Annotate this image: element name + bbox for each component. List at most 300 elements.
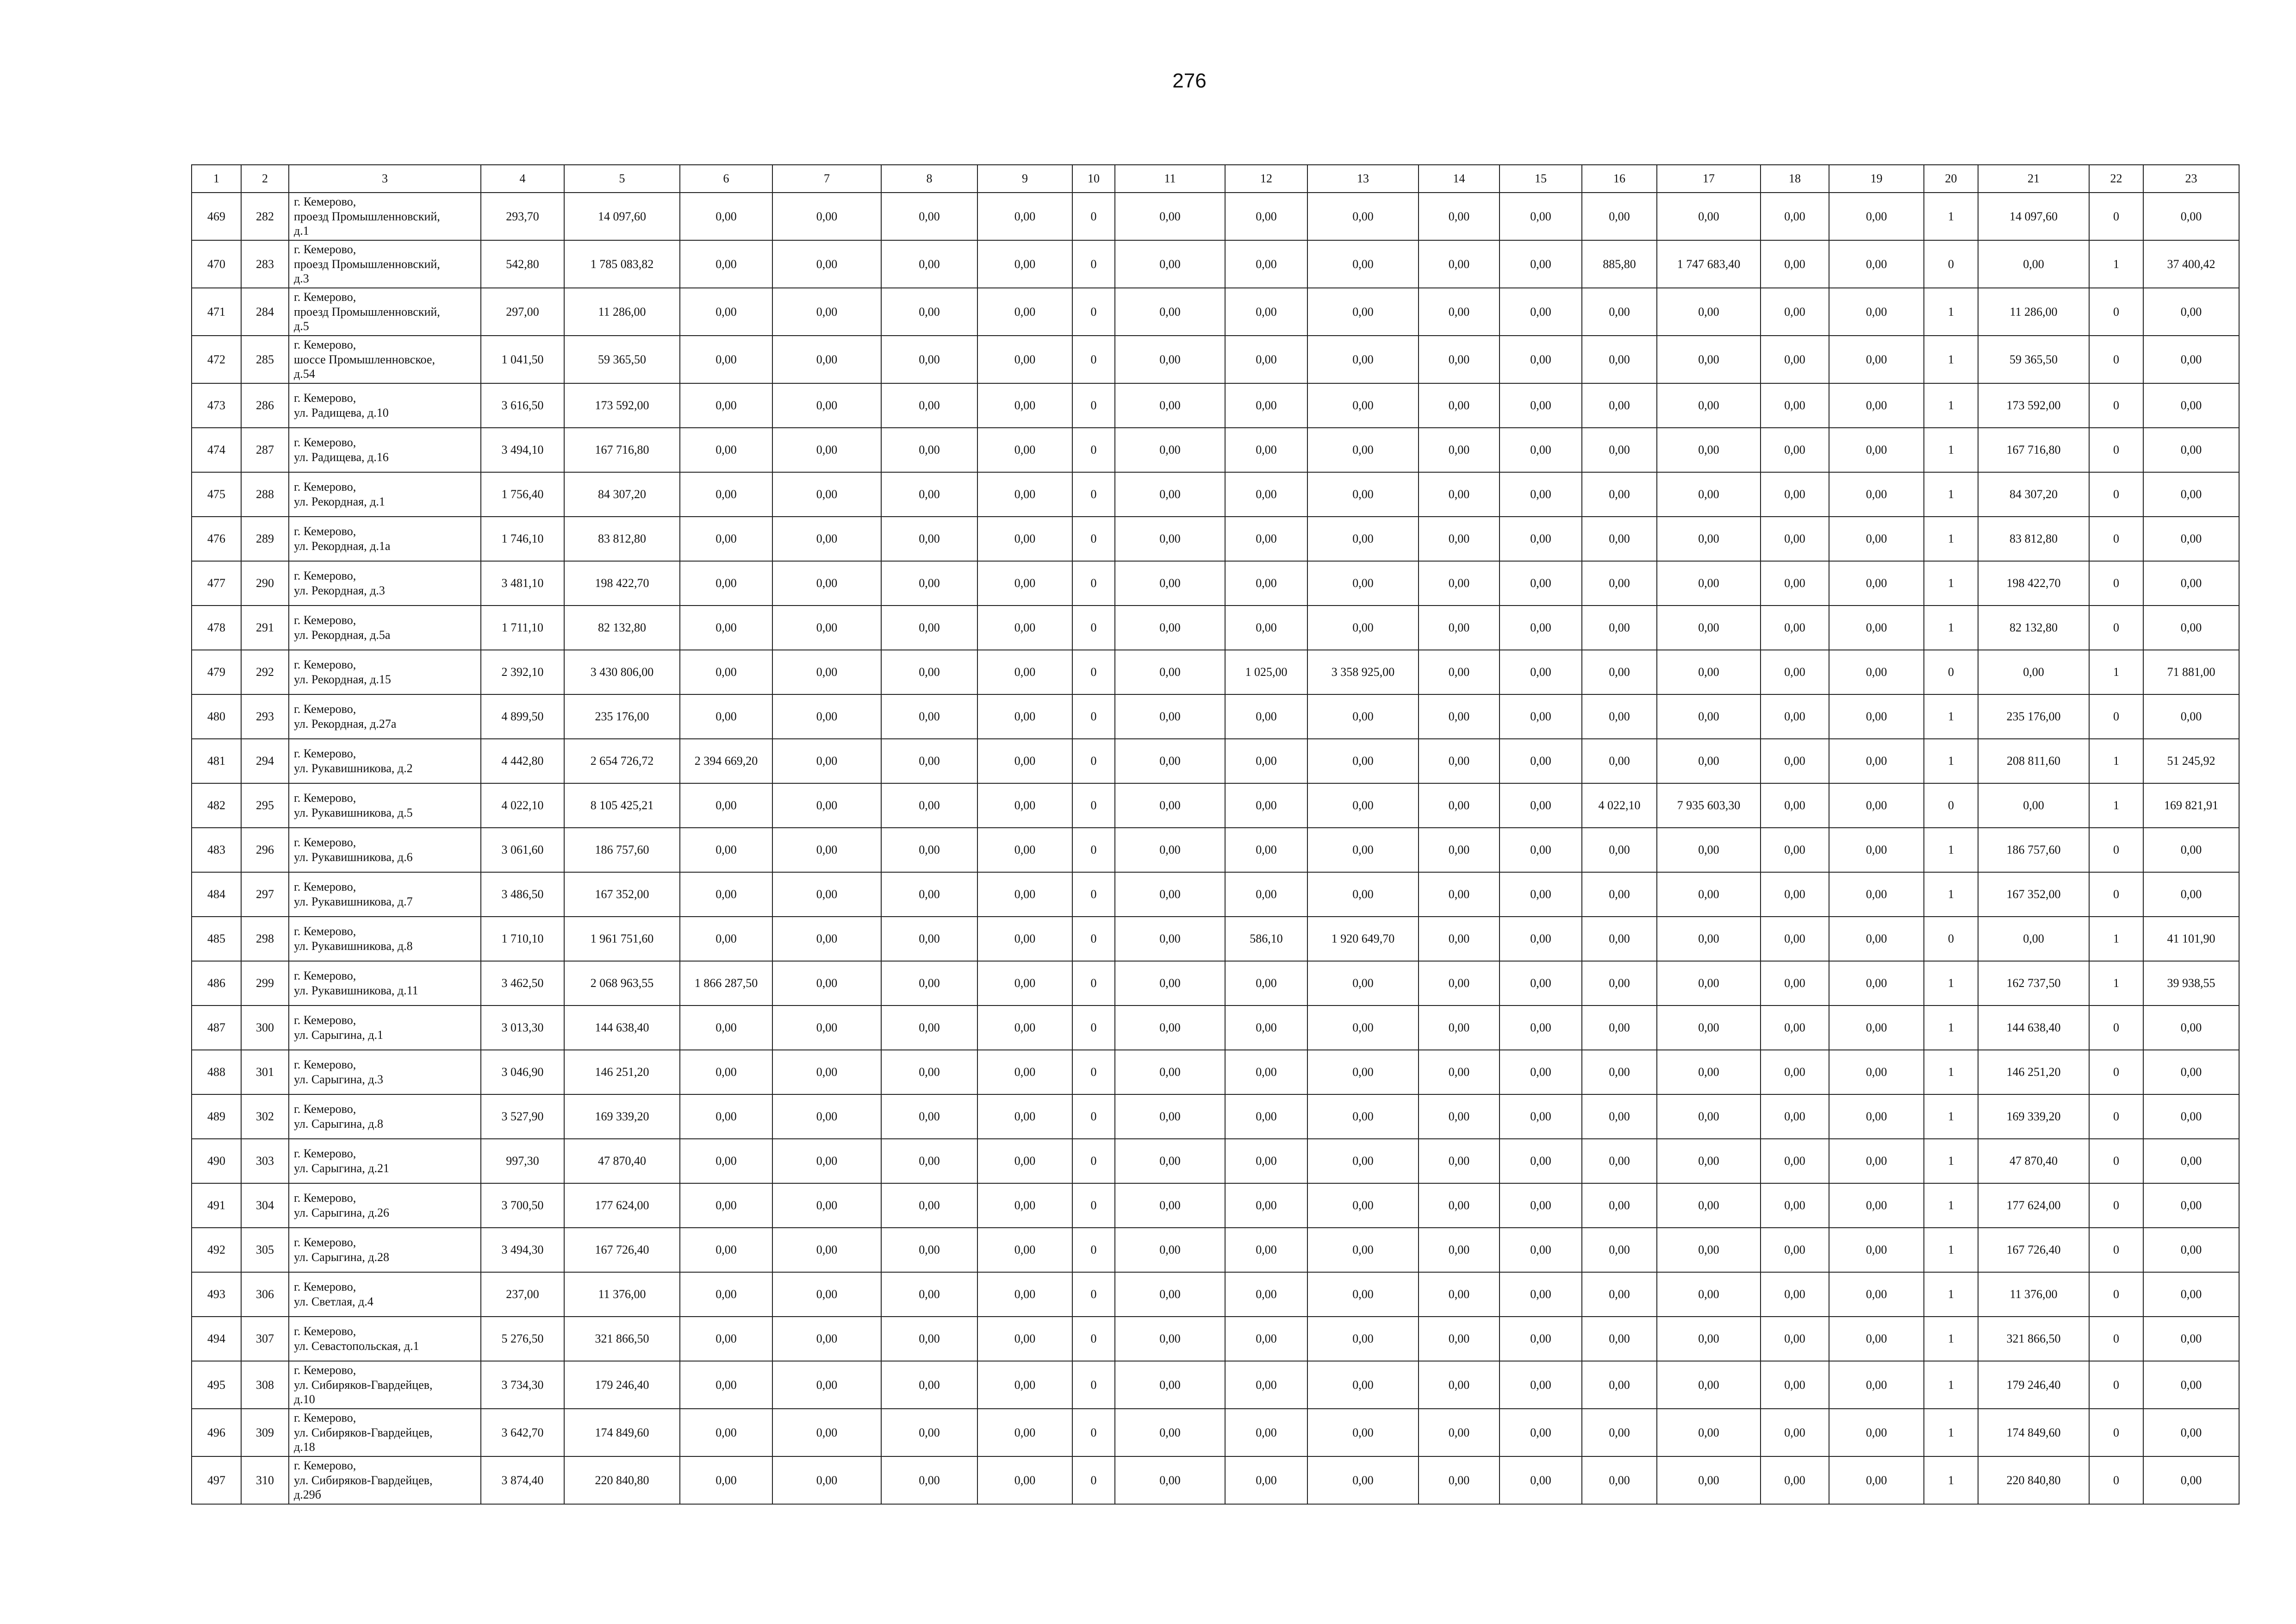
table-cell: 0,00 — [772, 650, 881, 694]
table-cell: 0,00 — [1500, 1361, 1582, 1409]
address-line: ул. Рекордная, д.3 — [294, 584, 385, 597]
table-cell: 0,00 — [1307, 872, 1419, 917]
table-cell: 0,00 — [881, 917, 977, 961]
table-cell: 0,00 — [1829, 917, 1924, 961]
table-cell: 0,00 — [1225, 1272, 1307, 1317]
table-cell: 0,00 — [1500, 193, 1582, 240]
table-cell: 0,00 — [881, 336, 977, 383]
table-cell: 0,00 — [1225, 240, 1307, 288]
table-cell: 494 — [192, 1317, 241, 1361]
table-cell: 0,00 — [1761, 472, 1829, 517]
table-cell: 0 — [2089, 828, 2143, 872]
table-cell: 0,00 — [2143, 694, 2239, 739]
table-cell: 478 — [192, 606, 241, 650]
table-cell: 0,00 — [977, 872, 1072, 917]
table-cell: 0,00 — [1829, 336, 1924, 383]
table-cell: 0,00 — [977, 383, 1072, 428]
address-cell — [289, 917, 481, 961]
table-cell: 0,00 — [1225, 383, 1307, 428]
table-cell: 0,00 — [1582, 428, 1657, 472]
table-cell: 1 711,10 — [481, 606, 564, 650]
table-cell: 0,00 — [1657, 1183, 1761, 1228]
table-cell: 0,00 — [977, 694, 1072, 739]
table-cell: 8 105 425,21 — [564, 783, 680, 828]
table-row — [192, 1094, 2239, 1139]
table-cell: 0,00 — [772, 694, 881, 739]
table-cell: 146 251,20 — [1978, 1050, 2089, 1094]
table-cell: 0 — [1072, 694, 1115, 739]
table-cell: 0,00 — [1761, 828, 1829, 872]
address-line: ул. Сарыгина, д.28 — [294, 1250, 389, 1264]
table-row — [192, 193, 2239, 240]
table-cell: 0 — [1924, 240, 1978, 288]
table-cell: 0,00 — [1978, 917, 2089, 961]
table-cell: 0,00 — [1225, 1094, 1307, 1139]
table-cell: 0,00 — [1115, 1006, 1225, 1050]
table-cell: 0,00 — [1307, 1183, 1419, 1228]
table-row — [192, 428, 2239, 472]
table-cell: 3 700,50 — [481, 1183, 564, 1228]
table-cell: 0,00 — [680, 1183, 772, 1228]
table-cell: 0,00 — [1419, 783, 1500, 828]
table-cell: 0,00 — [1115, 288, 1225, 336]
table-cell: 282 — [241, 193, 289, 240]
address-line: г. Кемерово, — [294, 1191, 356, 1205]
table-cell: 0,00 — [1829, 1094, 1924, 1139]
table-cell: 0,00 — [1582, 1139, 1657, 1183]
address-line: г. Кемерово, — [294, 242, 356, 256]
table-cell: 41 101,90 — [2143, 917, 2239, 961]
table-cell: 0,00 — [1419, 472, 1500, 517]
column-header: 20 — [1924, 165, 1978, 193]
table-cell: 0,00 — [1582, 336, 1657, 383]
address-cell — [289, 1094, 481, 1139]
address-cell — [289, 193, 481, 240]
table-cell: 491 — [192, 1183, 241, 1228]
table-cell: 5 276,50 — [481, 1317, 564, 1361]
column-header: 10 — [1072, 165, 1115, 193]
table-cell: 481 — [192, 739, 241, 783]
table-cell: 0 — [2089, 694, 2143, 739]
address-cell — [289, 650, 481, 694]
table-cell: 0 — [1072, 872, 1115, 917]
table-cell: 0,00 — [1761, 240, 1829, 288]
table-cell: 0,00 — [1582, 872, 1657, 917]
table-cell: 0,00 — [881, 1228, 977, 1272]
table-cell: 1 756,40 — [481, 472, 564, 517]
table-cell: 0,00 — [1829, 1183, 1924, 1228]
address-line: д.29б — [294, 1488, 321, 1502]
address-line: ул. Рекордная, д.1а — [294, 539, 391, 553]
address-line: ул. Рукавишникова, д.8 — [294, 939, 413, 953]
table-cell: 0,00 — [1115, 383, 1225, 428]
table-cell: 0,00 — [977, 1317, 1072, 1361]
table-cell: 169 821,91 — [2143, 783, 2239, 828]
table-cell: 473 — [192, 383, 241, 428]
table-cell: 0,00 — [1307, 1317, 1419, 1361]
table-cell: 3 616,50 — [481, 383, 564, 428]
table-cell: 0 — [2089, 1317, 2143, 1361]
table-cell: 0,00 — [1500, 1183, 1582, 1228]
table-cell: 0,00 — [1657, 1228, 1761, 1272]
table-cell: 1 — [2089, 961, 2143, 1006]
table-cell: 82 132,80 — [1978, 606, 2089, 650]
table-cell: 0,00 — [881, 961, 977, 1006]
table-cell: 0,00 — [1657, 961, 1761, 1006]
table-cell: 0,00 — [1500, 783, 1582, 828]
table-cell: 0,00 — [1225, 1139, 1307, 1183]
table-cell: 321 866,50 — [1978, 1317, 2089, 1361]
address-line: г. Кемерово, — [294, 569, 356, 583]
table-cell: 167 352,00 — [1978, 872, 2089, 917]
table-cell: 0,00 — [680, 1050, 772, 1094]
table-cell: 144 638,40 — [1978, 1006, 2089, 1050]
table-cell: 0,00 — [2143, 1050, 2239, 1094]
table-cell: 0,00 — [977, 1006, 1072, 1050]
table-cell: 3 430 806,00 — [564, 650, 680, 694]
table-cell: 0,00 — [1500, 383, 1582, 428]
table-cell: 3 358 925,00 — [1307, 650, 1419, 694]
table-cell: 1 025,00 — [1225, 650, 1307, 694]
table-cell: 0,00 — [680, 1409, 772, 1456]
address-line: д.1 — [294, 224, 309, 238]
table-cell: 1 — [1924, 1050, 1978, 1094]
table-cell: 1 710,10 — [481, 917, 564, 961]
table-cell: 0,00 — [772, 872, 881, 917]
table-cell: 0,00 — [1115, 828, 1225, 872]
table-cell: 0 — [1072, 1456, 1115, 1504]
table-cell: 169 339,20 — [564, 1094, 680, 1139]
table-cell: 0,00 — [1500, 561, 1582, 606]
table-cell: 0 — [2089, 336, 2143, 383]
table-cell: 482 — [192, 783, 241, 828]
table-cell: 0,00 — [1225, 1006, 1307, 1050]
table-cell: 0,00 — [1307, 828, 1419, 872]
table-cell: 0 — [2089, 1006, 2143, 1050]
table-cell: 0,00 — [772, 961, 881, 1006]
table-cell: 489 — [192, 1094, 241, 1139]
table-cell: 1 — [1924, 193, 1978, 240]
table-cell: 0,00 — [1307, 1139, 1419, 1183]
table-cell: 0,00 — [1761, 383, 1829, 428]
table-cell: 0,00 — [1419, 828, 1500, 872]
table-cell: 0,00 — [1307, 1272, 1419, 1317]
table-cell: 0,00 — [1225, 1317, 1307, 1361]
table-cell: 0,00 — [772, 517, 881, 561]
address-line: ул. Рукавишникова, д.7 — [294, 895, 413, 908]
table-cell: 0,00 — [1225, 961, 1307, 1006]
table-cell: 0 — [1072, 472, 1115, 517]
table-cell: 0,00 — [1115, 872, 1225, 917]
address-line: проезд Промышленновский, — [294, 305, 440, 319]
table-cell: 0,00 — [881, 1456, 977, 1504]
address-line: ул. Сарыгина, д.8 — [294, 1117, 383, 1131]
table-cell: 0,00 — [1115, 561, 1225, 606]
table-cell: 0,00 — [1657, 1361, 1761, 1409]
table-cell: 0,00 — [1225, 288, 1307, 336]
column-header: 8 — [881, 165, 977, 193]
table-cell: 3 061,60 — [481, 828, 564, 872]
table-cell: 1 — [1924, 606, 1978, 650]
table-cell: 0,00 — [680, 694, 772, 739]
address-line: проезд Промышленновский, — [294, 257, 440, 271]
table-cell: 0,00 — [1582, 1317, 1657, 1361]
table-cell: 0,00 — [1761, 694, 1829, 739]
table-cell: 0,00 — [881, 1183, 977, 1228]
table-row — [192, 917, 2239, 961]
table-cell: 0,00 — [881, 739, 977, 783]
address-line: г. Кемерово, — [294, 658, 356, 672]
table-cell: 1 — [1924, 472, 1978, 517]
table-cell: 177 624,00 — [1978, 1183, 2089, 1228]
table-cell: 490 — [192, 1139, 241, 1183]
table-cell: 0,00 — [1419, 428, 1500, 472]
table-cell: 0 — [2089, 1094, 2143, 1139]
table-cell: 4 899,50 — [481, 694, 564, 739]
table-cell: 0,00 — [1829, 961, 1924, 1006]
table-cell: 177 624,00 — [564, 1183, 680, 1228]
table-cell: 0,00 — [2143, 561, 2239, 606]
table-cell: 0,00 — [1500, 1050, 1582, 1094]
table-cell: 0,00 — [2143, 872, 2239, 917]
column-header: 11 — [1115, 165, 1225, 193]
page-number: 276 — [1172, 69, 1207, 92]
table-cell: 0,00 — [772, 193, 881, 240]
address-cell — [289, 288, 481, 336]
table-cell: 0,00 — [1307, 240, 1419, 288]
table-cell: 0,00 — [1419, 288, 1500, 336]
column-header: 9 — [977, 165, 1072, 193]
table-cell: 1 — [1924, 383, 1978, 428]
table-cell: 1 — [1924, 1139, 1978, 1183]
table-cell: 0,00 — [772, 917, 881, 961]
table-cell: 162 737,50 — [1978, 961, 2089, 1006]
table-cell: 0,00 — [1500, 694, 1582, 739]
table-cell: 144 638,40 — [564, 1006, 680, 1050]
table-cell: 3 494,30 — [481, 1228, 564, 1272]
table-cell: 0 — [2089, 1456, 2143, 1504]
address-cell — [289, 428, 481, 472]
table-cell: 0,00 — [1419, 1006, 1500, 1050]
table-row — [192, 739, 2239, 783]
table-cell: 1 — [1924, 1183, 1978, 1228]
table-cell: 0,00 — [1829, 1361, 1924, 1409]
table-cell: 235 176,00 — [564, 694, 680, 739]
table-cell: 0,00 — [1419, 1456, 1500, 1504]
table-cell: 0,00 — [2143, 1317, 2239, 1361]
table-cell: 0,00 — [772, 1094, 881, 1139]
table-cell: 0,00 — [881, 428, 977, 472]
table-cell: 0,00 — [1761, 872, 1829, 917]
table-cell: 0,00 — [1307, 1094, 1419, 1139]
table-cell: 0,00 — [1225, 561, 1307, 606]
address-cell — [289, 1317, 481, 1361]
table-cell: 0,00 — [1115, 1317, 1225, 1361]
table-cell: 37 400,42 — [2143, 240, 2239, 288]
table-cell: 0,00 — [1761, 650, 1829, 694]
table-cell: 0 — [1072, 193, 1115, 240]
column-header: 5 — [564, 165, 680, 193]
table-cell: 0,00 — [1657, 1094, 1761, 1139]
table-cell: 0 — [1072, 1050, 1115, 1094]
table-cell: 472 — [192, 336, 241, 383]
table-cell: 47 870,40 — [1978, 1139, 2089, 1183]
table-cell: 0,00 — [1419, 383, 1500, 428]
table-cell: 485 — [192, 917, 241, 961]
table-cell: 0,00 — [1500, 1139, 1582, 1183]
table-cell: 0 — [1072, 739, 1115, 783]
table-cell: 0,00 — [881, 694, 977, 739]
table-cell: 0,00 — [1225, 606, 1307, 650]
table-cell: 173 592,00 — [1978, 383, 2089, 428]
table-cell: 0,00 — [977, 1094, 1072, 1139]
table-cell: 167 716,80 — [564, 428, 680, 472]
address-line: г. Кемерово, — [294, 337, 356, 351]
table-cell: 0,00 — [1829, 1228, 1924, 1272]
table-cell: 321 866,50 — [564, 1317, 680, 1361]
table-cell: 0,00 — [881, 472, 977, 517]
address-line: ул. Сибиряков-Гвардейцев, — [294, 1425, 433, 1439]
table-cell: 0,00 — [1225, 193, 1307, 240]
table-cell: 0 — [1072, 917, 1115, 961]
table-cell: 0,00 — [1761, 1183, 1829, 1228]
table-cell: 0,00 — [881, 650, 977, 694]
table-cell: 0,00 — [1419, 1361, 1500, 1409]
address-line: шоссе Промышленновское, — [294, 352, 436, 366]
table-cell: 0 — [1072, 1361, 1115, 1409]
table-cell: 1 — [2089, 240, 2143, 288]
table-cell: 0,00 — [1761, 1006, 1829, 1050]
table-cell: 0,00 — [977, 1050, 1072, 1094]
address-line: ул. Рекордная, д.27а — [294, 717, 397, 731]
table-cell: 300 — [241, 1006, 289, 1050]
table-cell: 0,00 — [1657, 193, 1761, 240]
table-cell: 0,00 — [1307, 1228, 1419, 1272]
table-cell: 0,00 — [1115, 336, 1225, 383]
table-cell: 0,00 — [1419, 1317, 1500, 1361]
table-cell: 0,00 — [1225, 336, 1307, 383]
address-cell — [289, 1456, 481, 1504]
column-header: 19 — [1829, 165, 1924, 193]
table-cell: 470 — [192, 240, 241, 288]
table-cell: 0,00 — [977, 650, 1072, 694]
table-cell: 2 068 963,55 — [564, 961, 680, 1006]
table-cell: 0,00 — [1419, 1409, 1500, 1456]
table-cell: 0,00 — [1761, 1317, 1829, 1361]
address-cell — [289, 240, 481, 288]
table-cell: 297 — [241, 872, 289, 917]
table-cell: 0,00 — [1307, 783, 1419, 828]
address-line: ул. Рекордная, д.5а — [294, 628, 391, 642]
table-cell: 309 — [241, 1409, 289, 1456]
table-cell: 0,00 — [1657, 383, 1761, 428]
column-header: 3 — [289, 165, 481, 193]
table-cell: 1 — [1924, 872, 1978, 917]
table-cell: 1 961 751,60 — [564, 917, 680, 961]
table-cell: 0,00 — [977, 828, 1072, 872]
table-cell: 0,00 — [1307, 694, 1419, 739]
table-cell: 0,00 — [977, 1272, 1072, 1317]
table-cell: 0,00 — [1829, 783, 1924, 828]
table-cell: 0,00 — [772, 240, 881, 288]
table-cell: 0,00 — [881, 1139, 977, 1183]
address-cell — [289, 606, 481, 650]
table-cell: 0,00 — [1657, 739, 1761, 783]
table-cell: 0,00 — [1582, 1228, 1657, 1272]
table-cell: 0 — [1924, 917, 1978, 961]
table-cell: 0,00 — [680, 1006, 772, 1050]
table-cell: 0 — [2089, 288, 2143, 336]
table-cell: 0,00 — [772, 1228, 881, 1272]
table-cell: 0,00 — [1582, 694, 1657, 739]
table-cell: 0,00 — [2143, 1409, 2239, 1456]
table-cell: 0,00 — [680, 561, 772, 606]
address-line: г. Кемерово, — [294, 194, 356, 208]
table-cell: 1 — [1924, 828, 1978, 872]
table-cell: 0,00 — [1829, 1050, 1924, 1094]
address-line: г. Кемерово, — [294, 702, 356, 716]
table-cell: 289 — [241, 517, 289, 561]
table-cell: 0,00 — [680, 1456, 772, 1504]
table-cell: 0,00 — [1761, 428, 1829, 472]
column-header: 6 — [680, 165, 772, 193]
column-header: 23 — [2143, 165, 2239, 193]
table-cell: 11 286,00 — [564, 288, 680, 336]
address-line: ул. Сибиряков-Гвардейцев, — [294, 1473, 433, 1487]
table-cell: 0,00 — [1115, 1228, 1225, 1272]
table-cell: 0,00 — [1307, 1050, 1419, 1094]
table-cell: 1 — [1924, 961, 1978, 1006]
table-cell: 1 041,50 — [481, 336, 564, 383]
table-cell: 1 920 649,70 — [1307, 917, 1419, 961]
address-line: г. Кемерово, — [294, 791, 356, 805]
column-header: 16 — [1582, 165, 1657, 193]
table-cell: 1 — [1924, 694, 1978, 739]
table-cell: 0,00 — [1657, 650, 1761, 694]
table-cell: 0 — [2089, 606, 2143, 650]
table-cell: 0,00 — [1115, 1361, 1225, 1409]
table-cell: 469 — [192, 193, 241, 240]
table-cell: 3 486,50 — [481, 872, 564, 917]
address-line: г. Кемерово, — [294, 1013, 356, 1027]
table-cell: 293,70 — [481, 193, 564, 240]
table-cell: 167 716,80 — [1978, 428, 2089, 472]
table-cell: 0 — [1072, 1139, 1115, 1183]
address-cell — [289, 783, 481, 828]
table-cell: 0 — [1072, 240, 1115, 288]
table-cell: 4 022,10 — [481, 783, 564, 828]
table-row — [192, 1361, 2239, 1409]
table-cell: 303 — [241, 1139, 289, 1183]
table-cell: 0,00 — [1307, 383, 1419, 428]
table-cell: 0,00 — [1500, 472, 1582, 517]
header-row — [192, 165, 2239, 193]
address-line: г. Кемерово, — [294, 1102, 356, 1116]
table-cell: 0,00 — [680, 828, 772, 872]
table-cell: 0,00 — [1829, 1272, 1924, 1317]
table-cell: 496 — [192, 1409, 241, 1456]
table-cell: 0,00 — [1225, 472, 1307, 517]
table-cell: 0,00 — [977, 288, 1072, 336]
address-line: г. Кемерово, — [294, 391, 356, 405]
address-line: ул. Сарыгина, д.26 — [294, 1206, 389, 1219]
table-cell: 1 — [1924, 561, 1978, 606]
table-cell: 0,00 — [977, 472, 1072, 517]
table-cell: 3 046,90 — [481, 1050, 564, 1094]
table-cell: 0,00 — [1500, 828, 1582, 872]
column-header: 22 — [2089, 165, 2143, 193]
table-cell: 0,00 — [1307, 561, 1419, 606]
